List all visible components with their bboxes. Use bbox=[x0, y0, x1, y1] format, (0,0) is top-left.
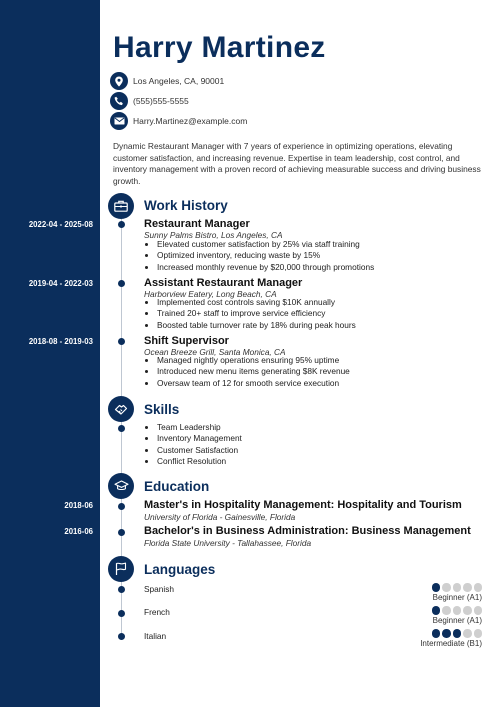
skill-item: • Inventory Management bbox=[157, 433, 242, 444]
job-bullets bbox=[157, 297, 356, 331]
job-bullet: • Increased monthly revenue by $20,000 through promotions bbox=[157, 262, 374, 273]
timeline-dot bbox=[118, 633, 125, 640]
job-bullet: • Trained 20+ staff to improve service efficiency bbox=[157, 308, 356, 319]
rating-dot-filled bbox=[432, 629, 441, 638]
contact-email-text: Harry.Martinez@example.com bbox=[133, 116, 248, 126]
mail-icon bbox=[110, 112, 128, 130]
job-bullet: • Oversaw team of 12 for smooth service execution bbox=[157, 378, 350, 389]
job-bullets bbox=[157, 239, 374, 273]
timeline-dot bbox=[118, 529, 125, 536]
section-title-work-history: Work History bbox=[144, 198, 228, 213]
timeline-dot bbox=[118, 586, 125, 593]
skill-item: • Customer Satisfaction bbox=[157, 445, 242, 456]
timeline-dot bbox=[118, 338, 125, 345]
rating-dot-empty bbox=[463, 583, 472, 592]
job-title: Restaurant Manager bbox=[144, 218, 250, 230]
rating-dot-filled bbox=[432, 583, 441, 592]
education-school: University of Florida - Gainesville, Florida bbox=[144, 512, 296, 522]
language-name: Italian bbox=[144, 631, 167, 641]
candidate-name: Harry Martinez bbox=[113, 31, 326, 64]
education-date: 2018-06 bbox=[64, 501, 93, 510]
language-name: Spanish bbox=[144, 584, 174, 594]
job-bullet: • Optimized inventory, reducing waste by 15% bbox=[157, 250, 374, 261]
job-bullet: • Managed nightly operations ensuring 95% uptime bbox=[157, 355, 350, 366]
sidebar bbox=[0, 0, 100, 707]
graduation-cap-icon bbox=[108, 473, 134, 499]
job-company: Ocean Breeze Grill, Santa Monica, CA bbox=[144, 347, 286, 357]
rating-dot-empty bbox=[453, 606, 462, 615]
rating-dot-empty bbox=[474, 629, 483, 638]
flag-icon bbox=[108, 556, 134, 582]
timeline-dot bbox=[118, 610, 125, 617]
language-rating bbox=[432, 606, 483, 615]
contact-phone bbox=[110, 92, 189, 110]
rating-dot-empty bbox=[463, 629, 472, 638]
education-degree: Master's in Hospitality Management: Hospitality and Tourism bbox=[144, 499, 462, 511]
timeline-dot bbox=[118, 425, 125, 432]
language-name: French bbox=[144, 607, 170, 617]
education-degree: Bachelor's in Business Administration: Business Management bbox=[144, 525, 471, 537]
skills-list bbox=[157, 422, 242, 467]
timeline-dot bbox=[118, 503, 125, 510]
rating-dot-empty bbox=[442, 606, 451, 615]
phone-icon bbox=[110, 92, 128, 110]
location-pin-icon bbox=[110, 72, 128, 90]
job-dates: 2022-04 - 2025-08 bbox=[28, 220, 93, 229]
rating-dot-empty bbox=[453, 583, 462, 592]
timeline-dot bbox=[118, 221, 125, 228]
education-date: 2016-06 bbox=[64, 527, 93, 536]
contact-location bbox=[110, 72, 224, 90]
briefcase-icon bbox=[108, 193, 134, 219]
rating-dot-empty bbox=[474, 606, 483, 615]
job-bullet: • Implemented cost controls saving $10K annually bbox=[157, 297, 356, 308]
job-bullet: • Elevated customer satisfaction by 25% via staff training bbox=[157, 239, 374, 250]
job-company: Harborview Eatery, Long Beach, CA bbox=[144, 289, 277, 299]
job-title: Assistant Restaurant Manager bbox=[144, 277, 303, 289]
skill-item: • Team Leadership bbox=[157, 422, 242, 433]
language-level: Beginner (A1) bbox=[432, 616, 482, 625]
rating-dot-empty bbox=[463, 606, 472, 615]
rating-dot-empty bbox=[474, 583, 483, 592]
language-rating bbox=[432, 629, 483, 638]
section-title-education: Education bbox=[144, 479, 210, 494]
contact-phone-text: (555)555-5555 bbox=[133, 96, 189, 106]
rating-dot-filled bbox=[432, 606, 441, 615]
language-rating bbox=[432, 583, 483, 592]
section-title-skills: Skills bbox=[144, 402, 180, 417]
skill-item: • Conflict Resolution bbox=[157, 456, 242, 467]
professional-summary: Dynamic Restaurant Manager with 7 years of experience in optimizing operations, elevating customer satisfaction, and increasing revenue. Expertise in team leadership, cost control, and inventory management with a proven record of achieving measurable success and driving business growth. bbox=[113, 141, 481, 186]
section-title-languages: Languages bbox=[144, 562, 216, 577]
job-bullets bbox=[157, 355, 350, 389]
contact-email bbox=[110, 112, 247, 130]
rating-dot-filled bbox=[453, 629, 462, 638]
job-company: Sunny Palms Bistro, Los Angeles, CA bbox=[144, 230, 283, 240]
language-level: Intermediate (B1) bbox=[420, 639, 482, 648]
language-level: Beginner (A1) bbox=[432, 593, 482, 602]
rating-dot-filled bbox=[442, 629, 451, 638]
timeline-dot bbox=[118, 280, 125, 287]
handshake-icon bbox=[108, 396, 134, 422]
education-school: Florida State University - Tallahassee, Florida bbox=[144, 538, 312, 548]
job-bullet: • Introduced new menu items generating $8K revenue bbox=[157, 366, 350, 377]
rating-dot-empty bbox=[442, 583, 451, 592]
job-title: Shift Supervisor bbox=[144, 335, 229, 347]
job-bullet: • Boosted table turnover rate by 18% during peak hours bbox=[157, 320, 356, 331]
job-dates: 2019-04 - 2022-03 bbox=[28, 279, 93, 288]
job-dates: 2018-08 - 2019-03 bbox=[28, 337, 93, 346]
contact-location-text: Los Angeles, CA, 90001 bbox=[133, 76, 225, 86]
